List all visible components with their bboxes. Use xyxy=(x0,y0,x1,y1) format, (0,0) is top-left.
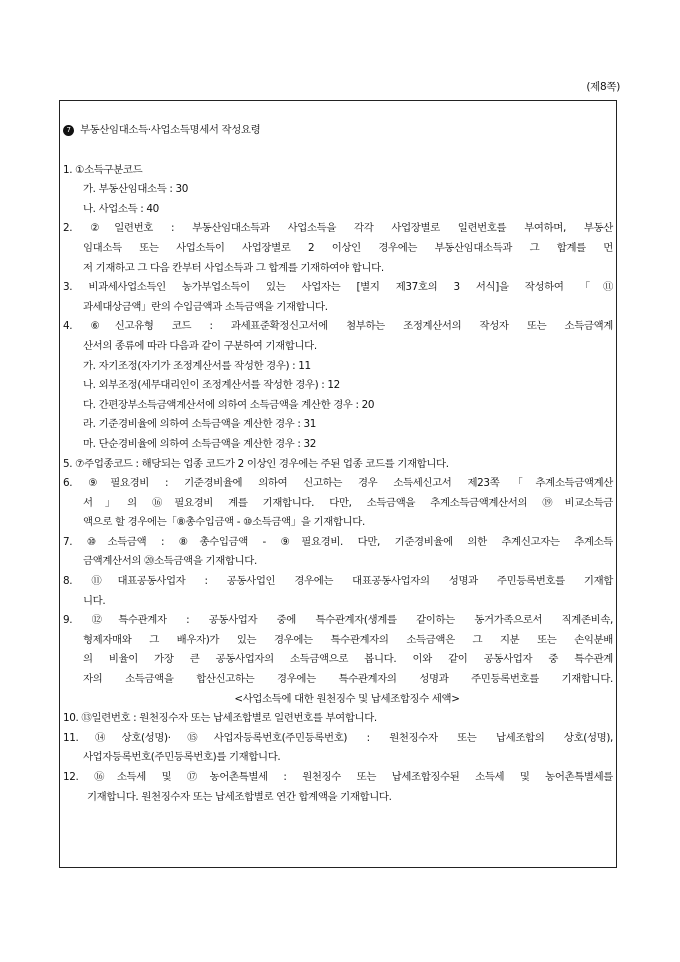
item-8-cont: 니다. xyxy=(83,594,106,607)
item-6-cont: 서」의 ⑯필요경비 계를 기재합니다. 다만, 소득금액을 추계소득금액계산서의 ⑲비교소득금 xyxy=(83,496,613,509)
item-4-b: 나. 외부조정(세무대리인이 조정계산서를 작성한 경우) : 12 xyxy=(83,379,340,392)
item-1-b: 나. 사업소득 : 40 xyxy=(83,202,159,215)
item-9-cont: 형제자매와 그 배우자)가 있는 경우에는 특수관계자의 소득금액은 그 지분 또는 손익분배 xyxy=(83,633,613,646)
item-6: 6. ⑨필요경비 : 기준경비율에 의하여 신고하는 경우 소득세신고서 제23쪽「추계소득금액계산 xyxy=(63,477,613,490)
item-2-cont: 임대소득 또는 사업소득이 사업장별로 2 이상인 경우에는 부동산임대소득과 그 합계를 먼 xyxy=(83,241,613,254)
item-3: 3. 비과세사업소득인 농가부업소득이 있는 사업자는 [별지 제37호의 3 서식]을 작성하여 「⑪ xyxy=(63,281,613,294)
section-number-icon: 7 xyxy=(63,125,74,136)
item-8: 8. ⑪대표공동사업자 : 공동사업인 경우에는 대표공동사업자의 성명과 주민등록번호를 기재합 xyxy=(63,575,613,588)
item-12: 12. ⑯소득세 및 ⑰농어촌특별세 : 원천징수 또는 납세조합징수된 소득세 및 농어촌특별세를 xyxy=(63,771,613,783)
item-7-cont: 금액계산서의 ⑳소득금액을 기재합니다. xyxy=(83,555,257,568)
item-1: 1. ①소득구분코드 xyxy=(63,163,143,176)
page-number: (제8쪽) xyxy=(586,81,620,93)
item-9-cont: 자의 소득금액을 합산신고하는 경우에는 특수관계자의 성명과 주민등록번호를 기재합니다. xyxy=(83,673,613,686)
section-heading xyxy=(63,121,613,141)
item-3-cont: 과세대상금액」란의 수입금액과 소득금액을 기재합니다. xyxy=(83,300,328,313)
item-4-c: 다. 간편장부소득금액계산서에 의하여 소득금액을 계산한 경우 : 20 xyxy=(83,398,375,411)
item-4: 4. ⑥신고유형 코드 : 과세표준확정신고서에 첨부하는 조정계산서의 작성자 또는 소득금액계 xyxy=(63,320,613,333)
item-9: 9. ⑫특수관계자 : 공동사업자 중에 특수관계자(생계를 같이하는 동거가족으로서 직계존비속, xyxy=(63,614,613,627)
item-2: 2. ②일련번호 : 부동산임대소득과 사업소득을 각각 사업장별로 일련번호를 부여하며, 부동산 xyxy=(63,222,613,235)
subsection-title: <사업소득에 대한 원천징수 및 납세조합징수 세액> xyxy=(234,692,460,705)
item-6-cont: 액으로 할 경우에는「⑧총수입금액 - ⑩소득금액」을 기재합니다. xyxy=(83,516,365,529)
item-11-cont: 사업자등록번호(주민등록번호)를 기재합니다. xyxy=(83,751,281,764)
item-4-e: 마. 단순경비율에 의하여 소득금액을 계산한 경우 : 32 xyxy=(83,437,317,450)
item-2-cont: 저 기재하고 그 다음 칸부터 사업소득과 그 합계를 기재하여야 합니다. xyxy=(83,261,384,274)
section-title: 부동산임대소득·사업소득명세서 작성요령 xyxy=(80,124,261,136)
item-7: 7. ⑩소득금액 : ⑧총수입금액 - ⑨필요경비. 다만, 기준경비율에 의한 추계신고자는 추계소득 xyxy=(63,535,613,548)
item-5: 5. ⑦주업종코드 : 해당되는 업종 코드가 2 이상인 경우에는 주된 업종 코드를 기재합니다. xyxy=(63,457,449,470)
instructions-frame xyxy=(59,100,617,868)
item-4-d: 라. 기준경비율에 의하여 소득금액을 계산한 경우 : 31 xyxy=(83,418,317,431)
item-4-a: 가. 자기조정(자기가 조정계산서를 작성한 경우) : 11 xyxy=(83,359,311,372)
instructions-content xyxy=(63,121,613,807)
item-10: 10. ⑬일련번호 : 원천징수자 또는 납세조합별로 일련번호를 부여합니다. xyxy=(63,712,377,725)
item-1-a: 가. 부동산임대소득 : 30 xyxy=(83,183,188,196)
item-9-cont: 의 비율이 가장 큰 공동사업자의 소득금액으로 봅니다. 이와 같이 공동사업자 중 특수관계 xyxy=(83,653,613,666)
item-11: 11.⑭상호(성명)·⑮사업자등록번호(주민등록번호) : 원천징수자 또는 납세조합의 상호(성명), xyxy=(63,731,613,744)
item-4-cont: 산서의 종류에 따라 다음과 같이 구분하여 기재합니다. xyxy=(83,339,317,352)
item-12-cont: 기재합니다. 원천징수자 또는 납세조합별로 연간 합계액을 기재합니다. xyxy=(87,790,392,803)
